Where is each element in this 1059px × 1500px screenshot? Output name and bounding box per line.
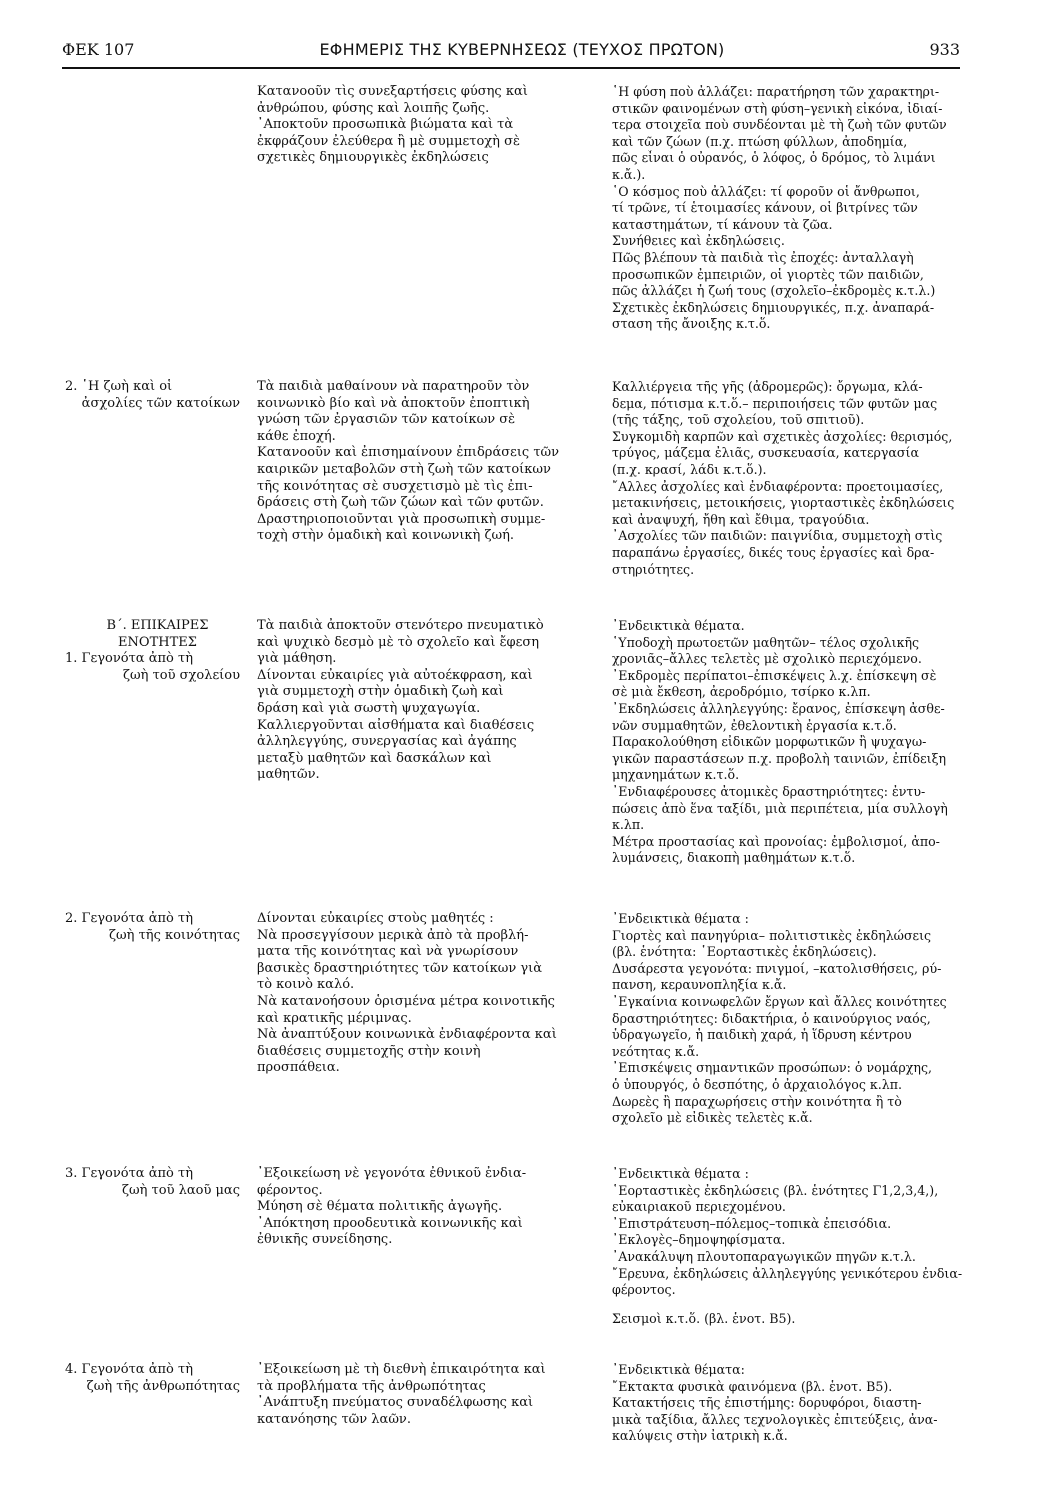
text-line: ᾿Ανάπτυξη πνεύματος συναδέλφωσης καὶ bbox=[257, 1395, 534, 1411]
header-rule bbox=[62, 67, 960, 69]
text-line: ᾿Ενδεικτικὰ θέματα : bbox=[612, 911, 749, 926]
text-line: τρύγος, μάζεμα ἐλιᾶς, συσκευασία, κατεργασία bbox=[612, 445, 919, 461]
text-line: κατανόησης τῶν λαῶν. bbox=[257, 1411, 411, 1427]
text-line: δράση καὶ γιὰ σωστὴ ψυχαγωγία. bbox=[257, 700, 481, 716]
unit-title-column bbox=[65, 379, 250, 412]
text-line: μαθητῶν. bbox=[257, 767, 320, 783]
gazette-title: ΕΦΗΜΕΡΙΣ ΤΗΣ ΚΥΒΕΡΝΗΣΕΩΣ (ΤΕΥΧΟΣ ΠΡΩΤΟΝ) bbox=[319, 40, 725, 59]
objectives-column bbox=[257, 911, 604, 1077]
text-line: πῶς εἶναι ὁ οὐρανός, ὁ λόφος, ὁ δρόμος, τὸ λιμάνι bbox=[612, 150, 936, 166]
text-line: μεταξὺ μαθητῶν καὶ δασκάλων καὶ bbox=[257, 750, 492, 766]
text-line: καὶ κρατικῆς μέριμνας. bbox=[257, 1010, 412, 1026]
text-line: ῎Ερευνα, ἐκδηλώσεις ἀλληλεγγύης γενικότερου ἐνδια- bbox=[612, 1265, 963, 1281]
text-line: Τὰ παιδιὰ ἀποκτοῦν στενότερο πνευματικὸ bbox=[257, 618, 544, 633]
text-line: Σεισμοὶ κ.τ.ὅ. (βλ. ἑνοτ. Β5). bbox=[612, 1310, 796, 1326]
text-line: στικῶν φαινομένων στὴ φύση–γενικὴ εἰκόνα, ἰδιαί- bbox=[612, 100, 943, 116]
text-line: Συγκομιδὴ καρπῶν καὶ σχετικὲς ἀσχολίες: θερισμός, bbox=[612, 428, 953, 444]
text-line: μικὰ ταξίδια, ἄλλες τεχνολογικὲς ἐπιτεύξεις, ἀνα- bbox=[612, 1411, 938, 1427]
text-line: ἐκφράζουν ἐλεύθερα ἢ μὲ συμμετοχὴ σὲ bbox=[257, 133, 520, 149]
text-line: Κατανοοῦν τὶς συνεξαρτήσεις φύσης καὶ bbox=[257, 84, 528, 99]
text-line: ᾿Αποκτοῦν προσωπικὰ βιώματα καὶ τὰ bbox=[257, 117, 514, 133]
text-line: ᾿Επιστράτευση–πόλεμος–τοπικὰ ἐπεισόδια. bbox=[612, 1215, 892, 1231]
text-line: ῎Εκτακτα φυσικὰ φαινόμενα (βλ. ἑνοτ. Β5). bbox=[612, 1378, 893, 1394]
text-line: Νὰ προσεγγίσουν μερικὰ ἀπὸ τὰ προβλή- bbox=[257, 927, 529, 943]
text-line: κάθε ἐποχή. bbox=[257, 428, 336, 444]
text-line: σὲ μιὰ ἔκθεση, ἀεροδρόμιο, τσίρκο κ.λπ. bbox=[612, 684, 871, 700]
text-line: Καλλιέργεια τῆς γῆς (ἀδρομερῶς): ὄργωμα, κλά- bbox=[612, 379, 923, 394]
text-line: ῾Υποδοχὴ πρωτοετῶν μαθητῶν– τέλος σχολικῆς bbox=[612, 634, 920, 650]
objectives-column bbox=[257, 1166, 604, 1249]
text-line: ζωὴ τοῦ λαοῦ μας bbox=[121, 1182, 240, 1198]
text-line: ζωὴ τῆς κοινότητας bbox=[109, 927, 240, 943]
text-line: ᾿Ενδεικτικὰ θέματα: bbox=[612, 1362, 745, 1377]
text-line: πῶς ἀλλάζει ἡ ζωή τους (σχολεῖο–ἐκδρομὲς κ.τ.λ.) bbox=[612, 283, 936, 299]
text-line: ᾿Εξοικείωση μὲ τὴ διεθνὴ ἐπικαιρότητα καὶ bbox=[257, 1362, 546, 1377]
text-line: προσωπικῶν ἐμπειριῶν, οἱ γιορτὲς τῶν παιδιῶν, bbox=[612, 266, 924, 282]
text-line: γιὰ μάθηση. bbox=[257, 651, 337, 667]
text-line: ᾿Ανακάλυψη πλουτοπαραγωγικῶν πηγῶν κ.τ.λ. bbox=[612, 1248, 916, 1264]
text-line: προσπάθεια. bbox=[257, 1060, 340, 1076]
text-line: Δωρεὲς ἢ παραχωρήσεις στὴν κοινότητα ἢ τὸ bbox=[612, 1093, 902, 1109]
text-line: Παρακολούθηση εἰδικῶν μορφωτικῶν ἢ ψυχαγω- bbox=[612, 734, 927, 750]
objectives-column bbox=[257, 379, 604, 545]
text-line: ᾿Εκδηλώσεις ἀλληλεγγύης: ἔρανος, ἐπίσκεψη ἀσθε- bbox=[612, 700, 945, 716]
text-line: ᾿Ενδιαφέρουσες ἀτομικὲς δραστηριότητες: ἐντυ- bbox=[612, 783, 926, 799]
text-line: κ.λπ. bbox=[612, 817, 645, 833]
text-line: ῾Η φύση ποὺ ἀλλάζει: παρατήρηση τῶν χαρακτηρι- bbox=[612, 84, 940, 99]
text-line: Μύηση σὲ θέματα πολιτικῆς ἀγωγῆς. bbox=[257, 1199, 503, 1215]
text-line: ᾿Εγκαίνια κοινωφελῶν ἔργων καὶ ἄλλες κοινότητες bbox=[612, 993, 947, 1009]
text-line: ματα τῆς κοινότητας καὶ νὰ γνωρίσουν bbox=[257, 944, 519, 960]
topics-column bbox=[612, 84, 1005, 333]
text-line: 1. Γεγονότα ἀπὸ τὴ bbox=[65, 651, 193, 667]
text-line: τερα στοιχεῖα ποὺ συνδέονται μὲ τὴ ζωὴ τῶν φυτῶν bbox=[612, 117, 947, 133]
text-line: (βλ. ἑνότητα: ῾Εορταστικὲς ἐκδηλώσεις). bbox=[612, 944, 877, 960]
text-line: νῶν συμμαθητῶν, ἐθελοντικὴ ἐργασία κ.τ.ὅ. bbox=[612, 717, 897, 733]
text-line: Πῶς βλέπουν τὰ παιδιὰ τὶς ἐποχές: ἀνταλλαγὴ bbox=[612, 249, 914, 265]
text-line: (τῆς τάξης, τοῦ σχολείου, τοῦ σπιτιοῦ). bbox=[612, 412, 865, 428]
gazette-issue-number: ΦΕΚ 107 bbox=[62, 40, 135, 59]
unit-title-column bbox=[65, 911, 250, 944]
text-line: καὶ ἀναψυχή, ἤθη καὶ ἔθιμα, τραγούδια. bbox=[612, 511, 870, 527]
text-line: ᾿Απόκτηση προοδευτικὰ κοινωνικῆς καὶ bbox=[257, 1215, 523, 1231]
text-line: δράσεις στὴ ζωὴ τῶν ζώων καὶ τῶν φυτῶν. bbox=[257, 495, 544, 511]
text-line: ζωὴ τοῦ σχολείου bbox=[123, 667, 240, 683]
text-line: καλύψεις στὴν ἰατρικὴ κ.ἄ. bbox=[612, 1428, 788, 1444]
text-line: Συνήθειες καὶ ἐκδηλώσεις. bbox=[612, 233, 785, 249]
text-line: Μέτρα προστασίας καὶ προνοίας: ἐμβολισμοί, ἀπο- bbox=[612, 833, 940, 849]
text-line: διαθέσεις συμμετοχῆς στὴν κοινὴ bbox=[257, 1043, 481, 1059]
text-line: ᾿Ασχολίες τῶν παιδιῶν: παιγνίδια, συμμετοχὴ στὶς bbox=[612, 528, 943, 544]
text-line: ὑδραγωγεῖο, ἡ παιδικὴ χαρά, ἡ ἵδρυση κέντρου bbox=[612, 1027, 912, 1043]
text-line: τὸ κοινὸ καλό. bbox=[257, 977, 355, 993]
text-line: 2. ῾Η ζωὴ καὶ οἱ bbox=[65, 379, 173, 394]
text-line: πώσεις ἀπὸ ἕνα ταξίδι, μιὰ περιπέτεια, μία συλλογὴ bbox=[612, 800, 948, 816]
text-line: ᾿Εξοικείωση νὲ γεγονότα ἐθνικοῦ ἐνδια- bbox=[257, 1166, 527, 1181]
unit-title-column bbox=[65, 1362, 250, 1395]
text-line: 3. Γεγονότα ἀπὸ τὴ bbox=[65, 1166, 193, 1181]
text-line: λυμάνσεις, διακοπὴ μαθημάτων κ.τ.ὅ. bbox=[612, 850, 856, 866]
text-line: 4. Γεγονότα ἀπὸ τὴ bbox=[65, 1362, 193, 1377]
text-line: ᾿Εκδρομὲς περίπατοι–ἐπισκέψεις λ.χ. ἐπίσκεψη σὲ bbox=[612, 667, 937, 683]
text-line: Νὰ ἀναπτύξουν κοινωνικὰ ἐνδιαφέροντα καὶ bbox=[257, 1027, 557, 1043]
text-line: στηριότητες. bbox=[612, 561, 695, 577]
page-number: 933 bbox=[929, 40, 960, 59]
text-line: Νὰ κατανοήσουν ὁρισμένα μέτρα κοινοτικῆς bbox=[257, 993, 555, 1009]
text-line: καὶ ψυχικὸ δεσμὸ μὲ τὸ σχολεῖο καὶ ἔφεση bbox=[257, 634, 540, 650]
text-line: δεμα, πότισμα κ.τ.ὅ.– περιποιήσεις τῶν φυτῶν μας bbox=[612, 395, 938, 411]
text-line: ζωὴ τῆς ἀνθρωπότητας bbox=[86, 1378, 240, 1394]
page-header bbox=[62, 36, 960, 66]
text-line: Καλλιεργοῦνται αἰσθήματα καὶ διαθέσεις bbox=[257, 717, 535, 733]
text-line: κ.ἄ.). bbox=[612, 166, 646, 182]
text-line: Β΄. ΕΠΙΚΑΙΡΕΣ bbox=[106, 618, 209, 633]
text-line: κοινωνικὸ βίο καὶ νὰ ἀποκτοῦν ἐποπτικὴ bbox=[257, 395, 530, 411]
text-line: σχολεῖο μὲ εἰδικὲς τελετὲς κ.ἄ. bbox=[612, 1110, 813, 1126]
text-line: γιὰ συμμετοχὴ στὴν ὁμαδικὴ ζωὴ καὶ bbox=[257, 684, 504, 700]
text-line: (π.χ. κρασί, λάδι κ.τ.ὅ.). bbox=[612, 461, 767, 477]
text-line: Τὰ παιδιὰ μαθαίνουν νὰ παρατηροῦν τὸν bbox=[257, 379, 530, 394]
text-line: Δυσάρεστα γεγονότα: πνιγμοί, –κατολισθήσεις, ρύ- bbox=[612, 960, 942, 976]
text-line: ᾿Ενδεικτικὰ θέματα. bbox=[612, 618, 745, 633]
text-line: παραπάνω ἐργασίες, δικές τους ἐργασίες καὶ δρα- bbox=[612, 544, 935, 560]
text-line: ἀσχολίες τῶν κατοίκων bbox=[81, 395, 240, 411]
text-line: ὁ ὑπουργός, ὁ δεσπότης, ὁ ἀρχαιολόγος κ.λπ. bbox=[612, 1076, 903, 1092]
text-line: Δίνονται εὐκαιρίες στοὺς μαθητές : bbox=[257, 911, 494, 926]
topics-column bbox=[612, 1166, 1005, 1327]
text-line: φέροντος. bbox=[257, 1182, 323, 1198]
text-line: δραστηριότητες: διδακτήρια, ὁ καινούργιος ναός, bbox=[612, 1010, 931, 1026]
text-line: βασικὲς δραστηριότητες τῶν κατοίκων γιὰ bbox=[257, 960, 543, 976]
text-line: καταστημάτων, τί κάνουν τὰ ζῶα. bbox=[612, 216, 833, 232]
text-line: μετακινήσεις, μετοικήσεις, γιορταστικὲς ἐκδηλώσεις bbox=[612, 495, 955, 511]
text-line: ᾿Εκλογὲς–δημοψηφίσματα. bbox=[612, 1232, 786, 1248]
text-line: 2. Γεγονότα ἀπὸ τὴ bbox=[65, 911, 193, 926]
text-line: Κατακτήσεις τῆς ἐπιστήμης: δορυφόροι, διαστη- bbox=[612, 1395, 922, 1411]
text-line: ᾿Επισκέψεις σημαντικῶν προσώπων: ὁ νομάρχης, bbox=[612, 1060, 933, 1076]
text-line: πανση, κεραυνοπληξία κ.ἄ. bbox=[612, 977, 787, 993]
text-line: Γιορτὲς καὶ πανηγύρια– πολιτιστικὲς ἐκδηλώσεις bbox=[612, 927, 932, 943]
text-line: Σχετικὲς ἐκδηλώσεις δημιουργικές, π.χ. ἀναπαρά- bbox=[612, 299, 935, 315]
text-line: ῾Εορταστικὲς ἐκδηλώσεις (βλ. ἑνότητες Γ1,2,3,4,), bbox=[612, 1182, 939, 1198]
text-line: φέροντος. bbox=[612, 1282, 676, 1298]
topics-column bbox=[612, 618, 1005, 867]
text-line: ῾Ο κόσμος ποὺ ἀλλάζει: τί φοροῦν οἱ ἄνθρωποι, bbox=[612, 183, 920, 199]
text-line: γνώση τῶν ἐργασιῶν τῶν κατοίκων σὲ bbox=[257, 412, 516, 428]
text-line: ᾿Ενδεικτικὰ θέματα : bbox=[612, 1166, 749, 1181]
text-line: γικῶν παραστάσεων π.χ. προβολὴ ταινιῶν, ἐπίδειξη bbox=[612, 750, 947, 766]
text-line: νεότητας κ.ἄ. bbox=[612, 1043, 700, 1059]
text-line: τῆς κοινότητας σὲ συσχετισμὸ μὲ τὶς ἐπι- bbox=[257, 478, 533, 494]
unit-title-column bbox=[65, 1166, 250, 1199]
text-line: Δίνονται εὐκαιρίες γιὰ αὐτοέκφραση, καὶ bbox=[257, 667, 533, 683]
text-line: Δραστηριοποιοῦνται γιὰ προσωπικὴ συμμε- bbox=[257, 511, 546, 527]
text-line: χρονιᾶς–ἄλλες τελετὲς μὲ σχολικὸ περιεχόμενο. bbox=[612, 651, 922, 667]
text-line: ἀνθρώπου, φύσης καὶ λοιπῆς ζωῆς. bbox=[257, 100, 490, 116]
text-line: σχετικὲς δημιουργικὲς ἐκδηλώσεις bbox=[257, 150, 489, 166]
text-line: ἀλληλεγγύης, συνεργασίας καὶ ἀγάπης bbox=[257, 734, 517, 750]
text-line: τὰ προβλήματα τῆς ἀνθρωπότητας bbox=[257, 1378, 486, 1394]
objectives-column bbox=[257, 618, 604, 784]
objectives-column bbox=[257, 1362, 604, 1428]
text-line: ΕΝΟΤΗΤΕΣ bbox=[118, 634, 197, 650]
text-line: τί τρῶνε, τί ἑτοιμασίες κάνουν, οἱ βιτρίνες τῶν bbox=[612, 200, 918, 216]
text-line: εὐκαιριακοῦ περιεχομένου. bbox=[612, 1199, 786, 1215]
topics-column bbox=[612, 911, 1005, 1127]
text-line: καὶ τῶν ζώων (π.χ. πτώση φύλλων, ἀποδημία, bbox=[612, 133, 908, 149]
text-line: ῎Αλλες ἀσχολίες καὶ ἐνδιαφέροντα: προετοιμασίες, bbox=[612, 478, 944, 494]
text-line: καιρικῶν μεταβολῶν στὴ ζωὴ τῶν κατοίκων bbox=[257, 461, 551, 477]
text-line: τοχὴ στὴν ὁμαδικὴ καὶ κοινωνικὴ ζωή. bbox=[257, 528, 515, 544]
unit-title-column bbox=[65, 618, 250, 684]
text-line: σταση τῆς ἄνοιξης κ.τ.ὅ. bbox=[612, 316, 771, 332]
topics-column bbox=[612, 379, 1005, 578]
topics-column bbox=[612, 1362, 1005, 1445]
objectives-column bbox=[257, 84, 604, 167]
text-line: ἐθνικῆς συνείδησης. bbox=[257, 1232, 393, 1248]
text-line: Κατανοοῦν καὶ ἐπισημαίνουν ἐπιδράσεις τῶν bbox=[257, 445, 560, 461]
text-line: μηχανημάτων κ.τ.ὅ. bbox=[612, 767, 740, 783]
